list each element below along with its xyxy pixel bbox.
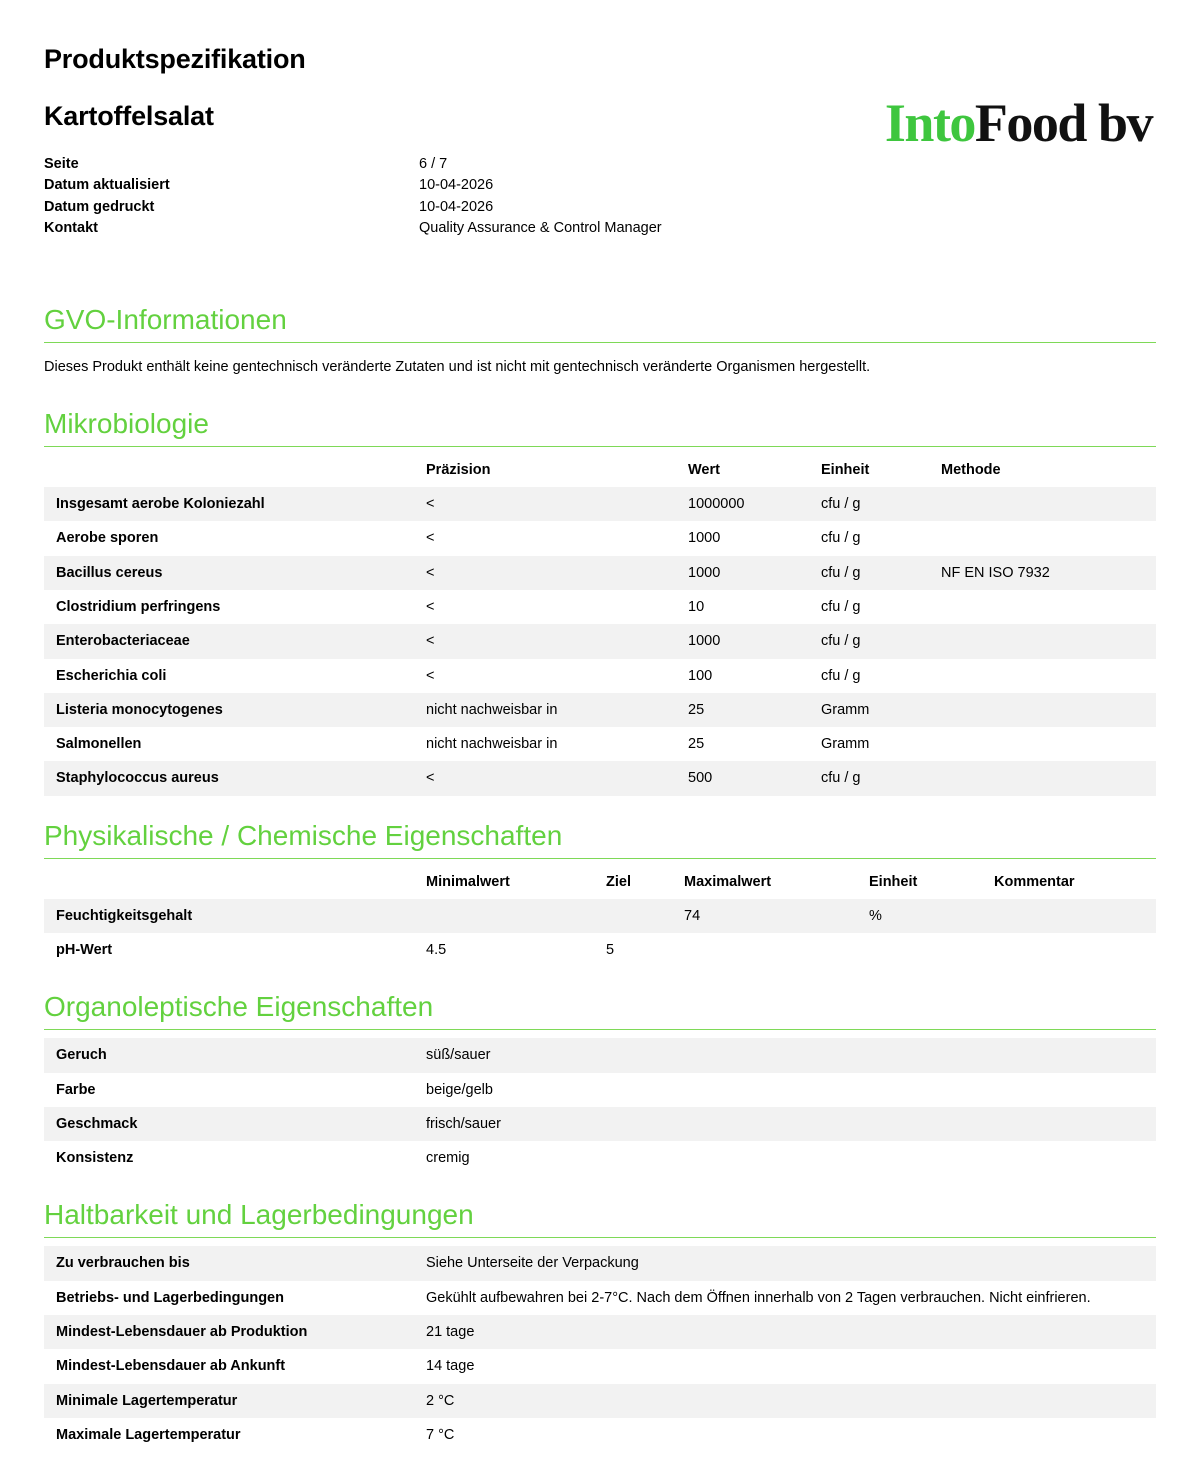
table-row — [44, 1281, 1156, 1315]
cell-precision: nicht nachweisbar in — [426, 701, 558, 718]
page-title: Produktspezifikation — [44, 44, 306, 74]
cell-unit: % — [869, 907, 882, 924]
table-row — [44, 1246, 1156, 1280]
document-meta — [44, 154, 784, 239]
gvo-paragraph: Dieses Produkt enthält keine gentechnisch veränderte Zutaten und ist nicht mit gentechnisch veränderte Organismen hergestellt. — [44, 359, 871, 375]
section-title-mikrobiologie: Mikrobiologie — [44, 408, 1156, 447]
meta-value-datum-aktualisiert: 10-04-2026 — [419, 177, 494, 194]
cell-value: 7 °C — [426, 1426, 455, 1443]
cell-method — [929, 521, 1156, 555]
cell-precision: nicht nachweisbar in — [426, 736, 558, 753]
cell-method — [929, 761, 1156, 795]
col-header-min: Minimalwert — [426, 873, 510, 890]
col-header-max: Maximalwert — [684, 873, 772, 890]
cell-min: 4.5 — [426, 941, 447, 958]
cell-value: 100 — [688, 667, 713, 684]
table-row — [44, 761, 1156, 795]
cell-name: Insgesamt aerobe Koloniezahl — [56, 496, 265, 513]
table-row — [44, 1073, 1156, 1107]
cell-max: 74 — [684, 907, 701, 924]
cell-precision: < — [426, 633, 435, 650]
cell-unit — [857, 933, 982, 967]
cell-value: 25 — [688, 701, 705, 718]
cell-name: Mindest-Lebensdauer ab Ankunft — [56, 1358, 286, 1375]
microbiology-table — [44, 455, 1156, 796]
meta-label-seite: Seite — [44, 156, 79, 172]
cell-precision: < — [426, 496, 435, 513]
section-title-haltbarkeit: Haltbarkeit und Lagerbedingungen — [44, 1199, 1156, 1238]
cell-name: Betriebs- und Lagerbedingungen — [56, 1289, 284, 1306]
cell-value: 1000000 — [688, 496, 745, 513]
cell-name: Listeria monocytogenes — [56, 701, 223, 718]
table-row — [44, 727, 1156, 761]
cell-value: 500 — [688, 770, 713, 787]
meta-value-datum-gedruckt: 10-04-2026 — [419, 198, 494, 215]
document-header — [44, 44, 1156, 274]
table-row — [44, 1038, 1156, 1072]
company-logo — [884, 93, 1152, 153]
table-row — [44, 487, 1156, 521]
cell-unit: cfu / g — [821, 564, 861, 581]
cell-unit: cfu / g — [821, 633, 861, 650]
cell-value: 25 — [688, 736, 705, 753]
cell-precision: < — [426, 667, 435, 684]
logo-text-into: Into — [884, 93, 975, 153]
cell-name: pH-Wert — [56, 941, 113, 958]
cell-name: Staphylococcus aureus — [56, 770, 219, 787]
cell-target: 5 — [606, 941, 615, 958]
cell-name: Geruch — [56, 1047, 107, 1064]
cell-value: 10 — [688, 598, 705, 615]
meta-label-kontakt: Kontakt — [44, 219, 98, 236]
cell-name: Feuchtigkeitsgehalt — [56, 907, 193, 924]
col-header-target: Ziel — [606, 873, 631, 890]
cell-method — [929, 624, 1156, 658]
cell-unit: cfu / g — [821, 496, 861, 513]
cell-value: cremig — [426, 1150, 470, 1167]
logo-text-bv: bv — [1097, 93, 1152, 153]
cell-precision: < — [426, 564, 435, 581]
meta-label-datum-aktualisiert: Datum aktualisiert — [44, 177, 170, 194]
table-row — [44, 1141, 1156, 1175]
table-row — [44, 933, 1156, 967]
table-header-row — [44, 455, 1156, 487]
cell-method — [929, 659, 1156, 693]
cell-unit: cfu / g — [821, 598, 861, 615]
cell-method — [929, 590, 1156, 624]
table-row — [44, 693, 1156, 727]
cell-min — [414, 899, 594, 933]
col-header-comment: Kommentar — [994, 873, 1075, 890]
cell-unit: Gramm — [821, 701, 870, 718]
table-row — [44, 1315, 1156, 1349]
cell-unit: Gramm — [821, 736, 870, 753]
col-header-method: Methode — [941, 462, 1001, 479]
cell-value: süß/sauer — [426, 1047, 491, 1064]
cell-value: 21 tage — [426, 1324, 475, 1341]
cell-name: Salmonellen — [56, 736, 142, 753]
cell-method: NF EN ISO 7932 — [941, 564, 1050, 581]
section-title-gvo: GVO-Informationen — [44, 304, 1156, 343]
table-row — [44, 1349, 1156, 1383]
table-row — [44, 1107, 1156, 1141]
table-row — [44, 1418, 1156, 1452]
cell-name: Clostridium perfringens — [56, 598, 221, 615]
cell-unit: cfu / g — [821, 530, 861, 547]
section-title-organoleptisch: Organoleptische Eigenschaften — [44, 991, 1156, 1030]
meta-row — [44, 218, 784, 239]
logo-text-food: Food — [974, 93, 1086, 153]
cell-precision: < — [426, 598, 435, 615]
cell-value: 2 °C — [426, 1392, 455, 1409]
cell-name: Konsistenz — [56, 1150, 134, 1167]
meta-row — [44, 154, 784, 175]
table-row — [44, 1384, 1156, 1418]
cell-name: Zu verbrauchen bis — [56, 1255, 190, 1272]
cell-value: 14 tage — [426, 1358, 475, 1375]
cell-unit: cfu / g — [821, 667, 861, 684]
cell-value: beige/gelb — [426, 1081, 493, 1098]
cell-unit: cfu / g — [821, 770, 861, 787]
cell-name: Geschmack — [56, 1115, 138, 1132]
meta-row — [44, 175, 784, 196]
section-title-physikalisch-chemisch: Physikalische / Chemische Eigenschaften — [44, 820, 1156, 859]
table-row — [44, 556, 1156, 590]
product-name: Kartoffelsalat — [44, 101, 214, 131]
physical-chemical-table — [44, 867, 1156, 968]
col-header-precision: Präzision — [426, 462, 491, 479]
cell-comment — [982, 933, 1156, 967]
table-header-row — [44, 867, 1156, 899]
col-header-name — [44, 867, 414, 899]
cell-name: Farbe — [56, 1081, 96, 1098]
organoleptic-table — [44, 1038, 1156, 1175]
cell-name: Minimale Lagertemperatur — [56, 1392, 238, 1409]
cell-method — [929, 693, 1156, 727]
shelf-life-table — [44, 1246, 1156, 1452]
cell-target — [594, 899, 672, 933]
table-row — [44, 521, 1156, 555]
col-header-value: Wert — [688, 462, 720, 479]
cell-method — [929, 487, 1156, 521]
meta-label-datum-gedruckt: Datum gedruckt — [44, 198, 155, 215]
cell-method — [929, 727, 1156, 761]
table-row — [44, 659, 1156, 693]
table-row — [44, 899, 1156, 933]
cell-name: Maximale Lagertemperatur — [56, 1426, 241, 1443]
cell-precision: < — [426, 770, 435, 787]
table-row — [44, 590, 1156, 624]
cell-name: Bacillus cereus — [56, 564, 163, 581]
table-row — [44, 624, 1156, 658]
cell-name: Mindest-Lebensdauer ab Produktion — [56, 1324, 308, 1341]
cell-max — [672, 933, 857, 967]
cell-value: 1000 — [688, 530, 721, 547]
col-header-unit: Einheit — [869, 873, 918, 890]
cell-value: frisch/sauer — [426, 1115, 501, 1132]
meta-value-seite: 6 / 7 — [419, 156, 448, 172]
cell-precision: < — [426, 530, 435, 547]
col-header-unit: Einheit — [821, 462, 870, 479]
meta-row — [44, 197, 784, 218]
cell-value: 1000 — [688, 564, 721, 581]
col-header-name — [44, 455, 414, 487]
meta-value-kontakt: Quality Assurance & Control Manager — [419, 219, 662, 236]
cell-value: 1000 — [688, 633, 721, 650]
cell-name: Enterobacteriaceae — [56, 633, 190, 650]
cell-comment — [982, 899, 1156, 933]
cell-name: Escherichia coli — [56, 667, 167, 684]
cell-value: Gekühlt aufbewahren bei 2-7°C. Nach dem Öffnen innerhalb von 2 Tagen verbrauchen. Nicht einfrieren. — [426, 1289, 1091, 1306]
cell-name: Aerobe sporen — [56, 530, 159, 547]
cell-value: Siehe Unterseite der Verpackung — [426, 1255, 639, 1272]
